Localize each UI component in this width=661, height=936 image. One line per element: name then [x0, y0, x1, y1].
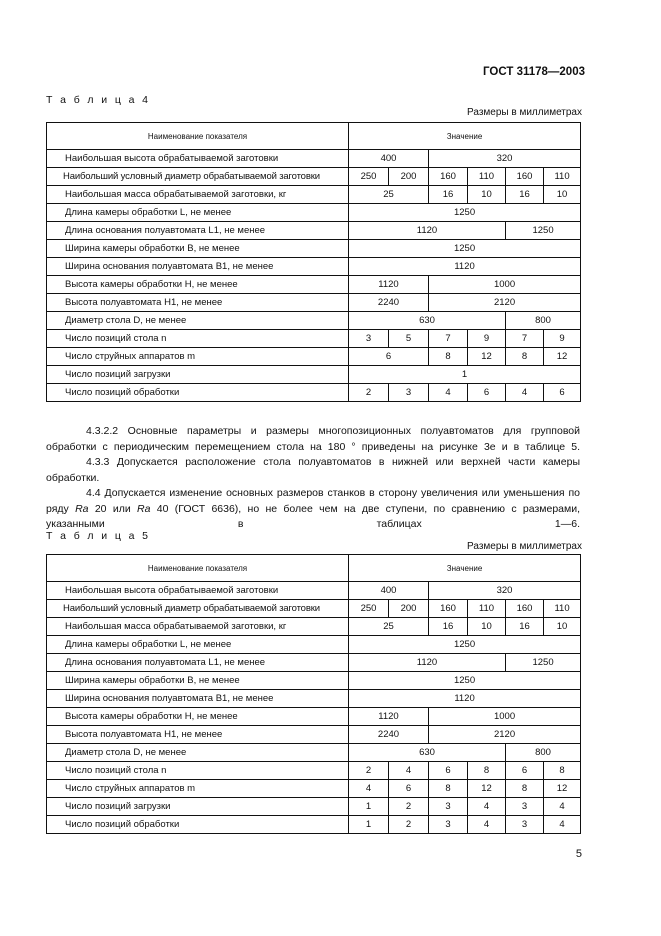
row-name: Высота полуавтомата H1, не менее — [47, 726, 349, 744]
table-row — [47, 762, 581, 780]
table4-units: Размеры в миллиметрах — [467, 107, 582, 118]
cell: 12 — [468, 780, 506, 798]
cell: 25 — [349, 186, 429, 204]
table-row — [47, 744, 581, 762]
cell: 7 — [506, 330, 544, 348]
table-row — [47, 798, 581, 816]
cell: 8 — [429, 348, 468, 366]
cell: 2240 — [349, 726, 429, 744]
row-name: Ширина основания полуавтомата B1, не менее — [47, 258, 349, 276]
cell: 6 — [544, 384, 581, 402]
cell: 320 — [429, 150, 581, 168]
row-name: Ширина камеры обработки B, не менее — [47, 240, 349, 258]
row-name: Наибольшая масса обрабатываемой заготовки, кг — [47, 186, 349, 204]
cell: 4 — [506, 384, 544, 402]
cell: 800 — [506, 744, 581, 762]
row-name: Наибольший условный диаметр обрабатываемой заготовки — [47, 168, 349, 186]
cell: 250 — [349, 168, 389, 186]
table5-caption: Т а б л и ц а 5 — [46, 530, 151, 542]
table-row — [47, 726, 581, 744]
table-row — [47, 330, 581, 348]
column-header-value: Значение — [349, 123, 581, 150]
cell: 2 — [349, 762, 389, 780]
row-name: Число позиций стола n — [47, 762, 349, 780]
table-row — [47, 186, 581, 204]
table-row — [47, 582, 581, 600]
row-name: Ширина основания полуавтомата B1, не менее — [47, 690, 349, 708]
row-name: Ширина камеры обработки B, не менее — [47, 672, 349, 690]
cell: 160 — [429, 600, 468, 618]
table-row — [47, 384, 581, 402]
cell: 2 — [389, 816, 429, 834]
cell: 12 — [544, 348, 581, 366]
table-row — [47, 276, 581, 294]
table-row — [47, 312, 581, 330]
row-name: Число струйных аппаратов m — [47, 348, 349, 366]
row-name: Число позиций загрузки — [47, 798, 349, 816]
table-row — [47, 204, 581, 222]
table-header-row — [47, 555, 581, 582]
cell: 8 — [468, 762, 506, 780]
cell: 10 — [468, 186, 506, 204]
cell: 7 — [429, 330, 468, 348]
cell: 16 — [506, 186, 544, 204]
table-row — [47, 168, 581, 186]
row-name: Наибольшая масса обрабатываемой заготовки, кг — [47, 618, 349, 636]
body-text — [46, 424, 580, 533]
row-name: Длина камеры обработки L, не менее — [47, 204, 349, 222]
cell: 6 — [506, 762, 544, 780]
cell: 1250 — [349, 636, 581, 654]
column-header-name: Наименование показателя — [47, 555, 349, 582]
cell: 3 — [349, 330, 389, 348]
cell: 10 — [544, 618, 581, 636]
cell: 320 — [429, 582, 581, 600]
cell: 1120 — [349, 690, 581, 708]
cell: 4 — [429, 384, 468, 402]
table-row — [47, 654, 581, 672]
cell: 160 — [506, 600, 544, 618]
cell: 3 — [506, 798, 544, 816]
ra-italic: Ra — [75, 502, 89, 515]
table-row — [47, 600, 581, 618]
cell: 1250 — [506, 654, 581, 672]
cell: 800 — [506, 312, 581, 330]
cell: 12 — [468, 348, 506, 366]
cell: 630 — [349, 312, 506, 330]
cell: 6 — [389, 780, 429, 798]
table-row — [47, 366, 581, 384]
paragraph-4-4 — [46, 486, 580, 533]
cell: 1250 — [349, 240, 581, 258]
row-name: Длина камеры обработки L, не менее — [47, 636, 349, 654]
table-row — [47, 618, 581, 636]
cell: 110 — [544, 600, 581, 618]
ra-italic: Ra — [137, 502, 151, 515]
cell: 110 — [544, 168, 581, 186]
row-name: Число позиций стола n — [47, 330, 349, 348]
cell: 8 — [429, 780, 468, 798]
cell: 3 — [389, 384, 429, 402]
paragraph-4-3-2-2: 4.3.2.2 Основные параметры и размеры многопозиционных полуавтоматов для групповой обработки с периодическим перемещением стола на 180 ° приведены на рисунке 3е и в таблице 5. — [46, 425, 580, 453]
cell: 2120 — [429, 294, 581, 312]
cell: 2 — [349, 384, 389, 402]
cell: 2 — [389, 798, 429, 816]
cell: 8 — [544, 762, 581, 780]
table-row — [47, 240, 581, 258]
table-row — [47, 348, 581, 366]
cell: 1120 — [349, 222, 506, 240]
paragraph-text: 4.4 Допускается изменение основных размеров станков в сторону увеличения или уменьшения по ряду — [46, 487, 580, 515]
cell: 1120 — [349, 258, 581, 276]
cell: 9 — [468, 330, 506, 348]
cell: 160 — [506, 168, 544, 186]
cell: 110 — [468, 600, 506, 618]
cell: 200 — [389, 168, 429, 186]
column-header-name: Наименование показателя — [47, 123, 349, 150]
table-row — [47, 636, 581, 654]
cell: 3 — [429, 816, 468, 834]
table-4 — [46, 122, 581, 402]
cell: 1120 — [349, 654, 506, 672]
table-row — [47, 150, 581, 168]
cell: 4 — [349, 780, 389, 798]
table-row — [47, 690, 581, 708]
cell: 12 — [544, 780, 581, 798]
cell: 1000 — [429, 276, 581, 294]
cell: 160 — [429, 168, 468, 186]
row-name: Число позиций обработки — [47, 384, 349, 402]
cell: 4 — [468, 798, 506, 816]
cell: 630 — [349, 744, 506, 762]
paragraph-text: 20 или — [88, 502, 137, 515]
table4-caption: Т а б л и ц а 4 — [46, 94, 151, 106]
row-name: Наибольший условный диаметр обрабатываемой заготовки — [47, 600, 349, 618]
column-header-value: Значение — [349, 555, 581, 582]
cell: 1250 — [349, 204, 581, 222]
standard-number: ГОСТ 31178—2003 — [483, 66, 585, 78]
cell: 1120 — [349, 708, 429, 726]
row-name: Высота камеры обработки H, не менее — [47, 708, 349, 726]
cell: 1250 — [349, 672, 581, 690]
table-5 — [46, 554, 581, 834]
row-name: Наибольшая высота обрабатываемой заготовки — [47, 150, 349, 168]
paragraph-text: 40 (ГОСТ 6636), но не более чем на две ступени, по сравнению с размерами, указанными в таблицах 1—6. — [46, 502, 581, 530]
cell: 16 — [429, 186, 468, 204]
cell: 6 — [468, 384, 506, 402]
cell: 8 — [506, 780, 544, 798]
cell: 3 — [506, 816, 544, 834]
table-row — [47, 816, 581, 834]
cell: 110 — [468, 168, 506, 186]
row-name: Наибольшая высота обрабатываемой заготовки — [47, 582, 349, 600]
cell: 4 — [544, 798, 581, 816]
cell: 2120 — [429, 726, 581, 744]
row-name: Длина основания полуавтомата L1, не менее — [47, 222, 349, 240]
row-name: Число позиций обработки — [47, 816, 349, 834]
cell: 3 — [429, 798, 468, 816]
cell: 200 — [389, 600, 429, 618]
row-name: Длина основания полуавтомата L1, не менее — [47, 654, 349, 672]
cell: 6 — [349, 348, 429, 366]
cell: 10 — [544, 186, 581, 204]
table-row — [47, 708, 581, 726]
cell: 4 — [544, 816, 581, 834]
cell: 8 — [506, 348, 544, 366]
cell: 16 — [506, 618, 544, 636]
table-row — [47, 672, 581, 690]
cell: 1 — [349, 366, 581, 384]
row-name: Число струйных аппаратов m — [47, 780, 349, 798]
row-name: Диаметр стола D, не менее — [47, 312, 349, 330]
table-header-row — [47, 123, 581, 150]
cell: 6 — [429, 762, 468, 780]
table-row — [47, 222, 581, 240]
row-name: Число позиций загрузки — [47, 366, 349, 384]
cell: 1250 — [506, 222, 581, 240]
cell: 16 — [429, 618, 468, 636]
table-row — [47, 294, 581, 312]
table5-units: Размеры в миллиметрах — [467, 541, 582, 552]
cell: 1 — [349, 816, 389, 834]
row-name: Высота полуавтомата H1, не менее — [47, 294, 349, 312]
cell: 5 — [389, 330, 429, 348]
cell: 250 — [349, 600, 389, 618]
cell: 10 — [468, 618, 506, 636]
cell: 2240 — [349, 294, 429, 312]
row-name: Диаметр стола D, не менее — [47, 744, 349, 762]
cell: 400 — [349, 150, 429, 168]
cell: 25 — [349, 618, 429, 636]
table-row — [47, 780, 581, 798]
cell: 400 — [349, 582, 429, 600]
cell: 4 — [468, 816, 506, 834]
cell: 4 — [389, 762, 429, 780]
table-row — [47, 258, 581, 276]
cell: 1 — [349, 798, 389, 816]
paragraph-4-3-3: 4.3.3 Допускается расположение стола полуавтоматов в нижней или верхней части камеры обработки. — [46, 456, 580, 484]
cell: 1000 — [429, 708, 581, 726]
cell: 9 — [544, 330, 581, 348]
row-name: Высота камеры обработки H, не менее — [47, 276, 349, 294]
cell: 1120 — [349, 276, 429, 294]
page-number: 5 — [575, 848, 582, 860]
